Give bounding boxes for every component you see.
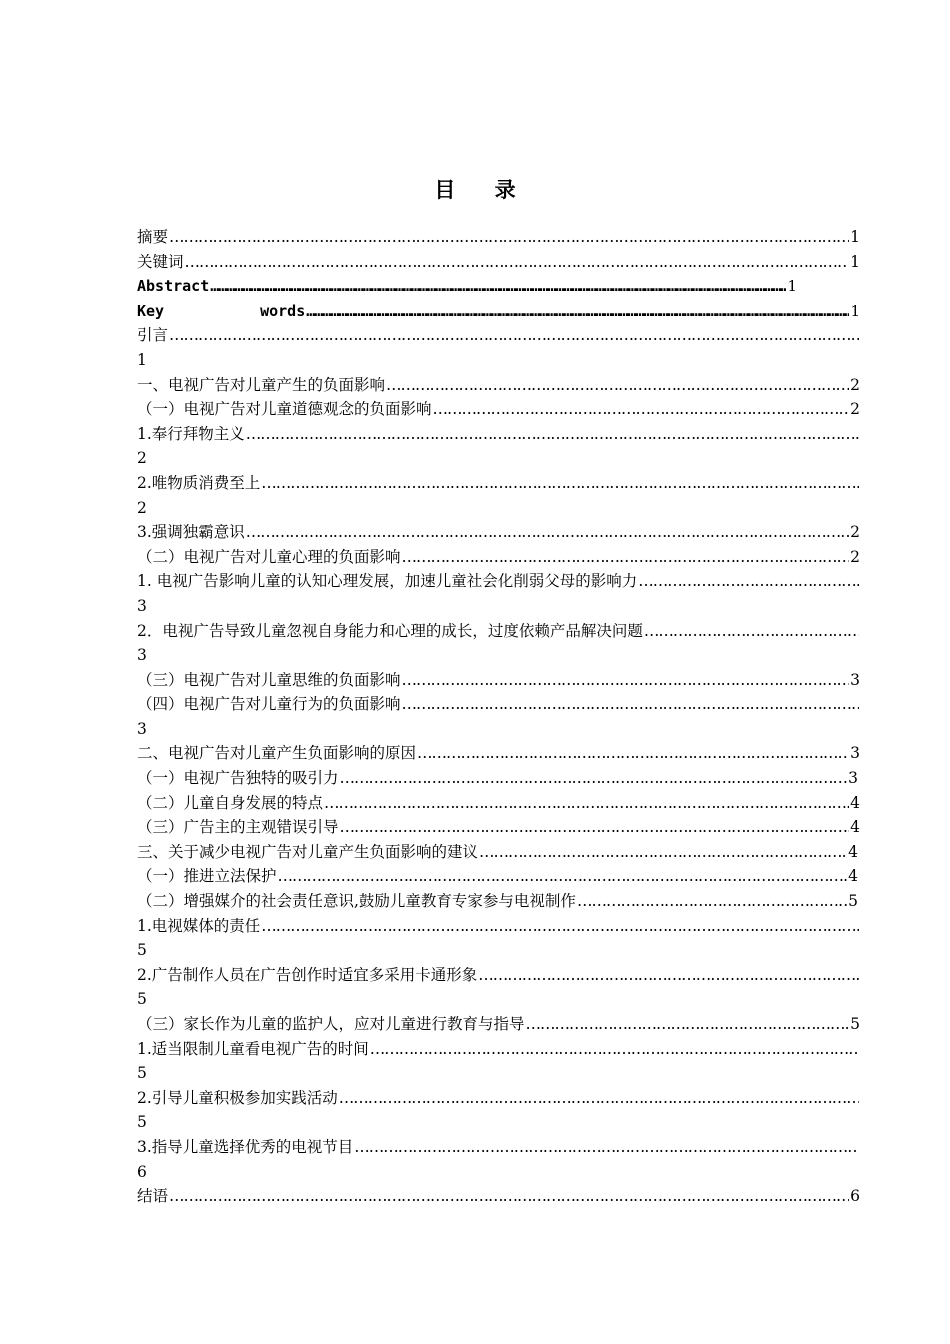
toc-entry[interactable] bbox=[137, 422, 860, 471]
toc-leader bbox=[402, 692, 859, 717]
toc-entry-text: （三）广告主的主观错误引导 bbox=[137, 818, 339, 837]
toc-entry-text: 一、电视广告对儿童产生的负面影响 bbox=[137, 375, 386, 394]
toc-entry-text: Abstract bbox=[137, 277, 210, 296]
toc-entry-page: 4 bbox=[850, 793, 860, 812]
toc-entry-text: 1. 电视广告影响儿童的认知心理发展，加速儿童社会化削弱父母的影响力 bbox=[137, 572, 638, 591]
toc-entry-page: 2 bbox=[850, 400, 860, 419]
page-title: 目 录 bbox=[434, 178, 532, 202]
toc-entry-text: 摘要 bbox=[137, 228, 169, 246]
table-of-contents bbox=[137, 225, 860, 1209]
toc-leader bbox=[370, 1037, 859, 1062]
toc-leader bbox=[261, 471, 859, 496]
toc-leader bbox=[417, 741, 849, 766]
toc-entry-page: 2 bbox=[137, 498, 147, 517]
toc-entry[interactable] bbox=[137, 520, 860, 545]
toc-entry-page: 6 bbox=[850, 1187, 860, 1206]
toc-leader bbox=[169, 1184, 849, 1209]
toc-entry[interactable] bbox=[137, 545, 860, 570]
toc-entry-text: 3.强调独霸意识 bbox=[137, 523, 245, 542]
toc-entry-text: （二）儿童自身发展的特点 bbox=[137, 793, 324, 812]
toc-entry[interactable] bbox=[137, 1037, 860, 1086]
toc-entry-page: 1 bbox=[850, 252, 860, 271]
toc-entry[interactable] bbox=[137, 323, 860, 372]
toc-leader bbox=[478, 963, 859, 988]
toc-entry-page: 3 bbox=[850, 744, 860, 763]
toc-entry-text: 2.广告制作人员在广告创作时适宜多采用卡通形象 bbox=[137, 965, 478, 984]
toc-entry-text: （一）电视广告对儿童道德观念的负面影响 bbox=[137, 400, 432, 419]
toc-leader bbox=[339, 1086, 859, 1111]
toc-entry-page: 3 bbox=[137, 596, 147, 615]
toc-entry[interactable] bbox=[137, 766, 860, 791]
toc-entry-text: 1.电视媒体的责任 bbox=[137, 916, 261, 935]
toc-entry-page: 1 bbox=[787, 277, 797, 296]
toc-entry-text: （四）电视广告对儿童行为的负面影响 bbox=[137, 695, 401, 714]
toc-leader bbox=[402, 545, 850, 570]
toc-entry[interactable] bbox=[137, 864, 860, 889]
toc-leader bbox=[402, 668, 850, 693]
toc-leader bbox=[246, 422, 859, 447]
toc-entry-page: 5 bbox=[137, 1064, 147, 1083]
toc-entry-text: （二）增强媒介的社会责任意识,鼓励儿童教育专家参与电视制作 bbox=[137, 892, 576, 911]
toc-leader bbox=[278, 864, 848, 889]
toc-leader bbox=[354, 1135, 859, 1160]
toc-entry-text: （二）电视广告对儿童心理的负面影响 bbox=[137, 547, 401, 566]
toc-entry-text: 1.奉行拜物主义 bbox=[137, 424, 245, 443]
toc-leader bbox=[210, 274, 786, 299]
toc-entry-text: 引言 bbox=[137, 326, 169, 345]
toc-entry-text: 二、电视广告对儿童产生负面影响的原因 bbox=[137, 744, 417, 763]
toc-entry-page: 2 bbox=[850, 523, 860, 542]
toc-entry-page: 3 bbox=[848, 769, 858, 788]
toc-entry[interactable] bbox=[137, 914, 860, 963]
toc-entry-page: 5 bbox=[137, 990, 147, 1009]
toc-entry-page: 2 bbox=[137, 449, 147, 468]
toc-entry[interactable] bbox=[137, 1184, 860, 1209]
toc-leader bbox=[479, 840, 847, 865]
toc-entry[interactable] bbox=[137, 397, 860, 422]
toc-entry[interactable] bbox=[137, 889, 860, 914]
toc-entry-page: 5 bbox=[850, 1015, 860, 1033]
toc-entry[interactable] bbox=[137, 569, 860, 618]
toc-entry-page: 6 bbox=[137, 1162, 147, 1181]
toc-entry-text: （三）电视广告对儿童思维的负面影响 bbox=[137, 670, 401, 689]
toc-entry-page: 3 bbox=[850, 670, 860, 689]
toc-entry-page: 2 bbox=[850, 375, 860, 394]
toc-entry-text: 2.唯物质消费至上 bbox=[137, 473, 261, 492]
toc-entry-text: （三）家长作为儿童的监护人，应对儿童进行教育与指导 bbox=[137, 1015, 525, 1033]
toc-entry-text: （一）电视广告独特的吸引力 bbox=[137, 769, 339, 788]
toc-entry-text: 2.引导儿童积极参加实践活动 bbox=[137, 1088, 338, 1107]
toc-entry[interactable] bbox=[137, 741, 860, 766]
toc-entry-page: 4 bbox=[850, 818, 860, 837]
toc-entry[interactable] bbox=[137, 471, 860, 520]
toc-entry-text: 3.指导儿童选择优秀的电视节目 bbox=[137, 1137, 354, 1156]
toc-leader bbox=[526, 1012, 850, 1037]
toc-leader bbox=[324, 791, 849, 816]
toc-entry[interactable] bbox=[137, 668, 860, 693]
toc-entry-text: 2．电视广告导致儿童忽视自身能力和心理的成长，过度依赖产品解决问题 bbox=[137, 621, 643, 640]
toc-leader bbox=[386, 373, 849, 398]
toc-entry-text: 三、关于减少电视广告对儿童产生负面影响的建议 bbox=[137, 842, 479, 861]
toc-leader bbox=[433, 397, 850, 422]
toc-leader bbox=[169, 323, 859, 348]
toc-entry[interactable] bbox=[137, 373, 860, 398]
toc-leader bbox=[340, 766, 848, 791]
toc-entry-page: 1 bbox=[137, 350, 147, 369]
toc-entry-page: 5 bbox=[137, 1113, 147, 1132]
toc-entry[interactable] bbox=[137, 1012, 860, 1037]
toc-leader bbox=[169, 225, 849, 250]
toc-entry-page: 3 bbox=[137, 719, 147, 738]
toc-entry-page: 4 bbox=[848, 867, 858, 886]
toc-entry-page: 5 bbox=[848, 892, 858, 911]
toc-entry-text: 结语 bbox=[137, 1187, 169, 1206]
toc-leader bbox=[340, 815, 850, 840]
toc-leader bbox=[577, 889, 847, 914]
toc-entry[interactable] bbox=[137, 619, 860, 668]
toc-entry[interactable] bbox=[137, 815, 860, 840]
toc-entry[interactable] bbox=[137, 692, 860, 741]
toc-entry[interactable] bbox=[137, 840, 860, 865]
toc-entry[interactable] bbox=[137, 274, 797, 299]
toc-leader bbox=[644, 619, 859, 644]
toc-leader bbox=[185, 250, 850, 275]
toc-leader bbox=[261, 914, 859, 939]
toc-leader bbox=[638, 569, 859, 594]
toc-entry-text: Key words bbox=[137, 301, 306, 320]
toc-entry-text: 1.适当限制儿童看电视广告的时间 bbox=[137, 1039, 369, 1058]
toc-entry[interactable] bbox=[137, 1086, 860, 1135]
toc-entry-page: 2 bbox=[850, 547, 860, 566]
toc-leader bbox=[306, 299, 849, 324]
toc-entry-text: 关键词 bbox=[137, 252, 184, 271]
toc-entry[interactable] bbox=[137, 299, 860, 324]
toc-leader bbox=[246, 520, 849, 545]
toc-entry-page: 1 bbox=[850, 228, 860, 246]
toc-entry[interactable] bbox=[137, 963, 860, 1012]
toc-entry-page: 1 bbox=[850, 301, 860, 320]
toc-entry[interactable] bbox=[137, 1135, 860, 1184]
toc-entry-page: 5 bbox=[137, 941, 147, 960]
toc-entry-page: 4 bbox=[848, 842, 858, 861]
toc-entry-text: （一）推进立法保护 bbox=[137, 867, 277, 886]
toc-entry[interactable] bbox=[137, 250, 860, 275]
toc-entry-page: 3 bbox=[137, 646, 147, 665]
toc-entry[interactable] bbox=[137, 225, 860, 250]
toc-entry[interactable] bbox=[137, 791, 860, 816]
